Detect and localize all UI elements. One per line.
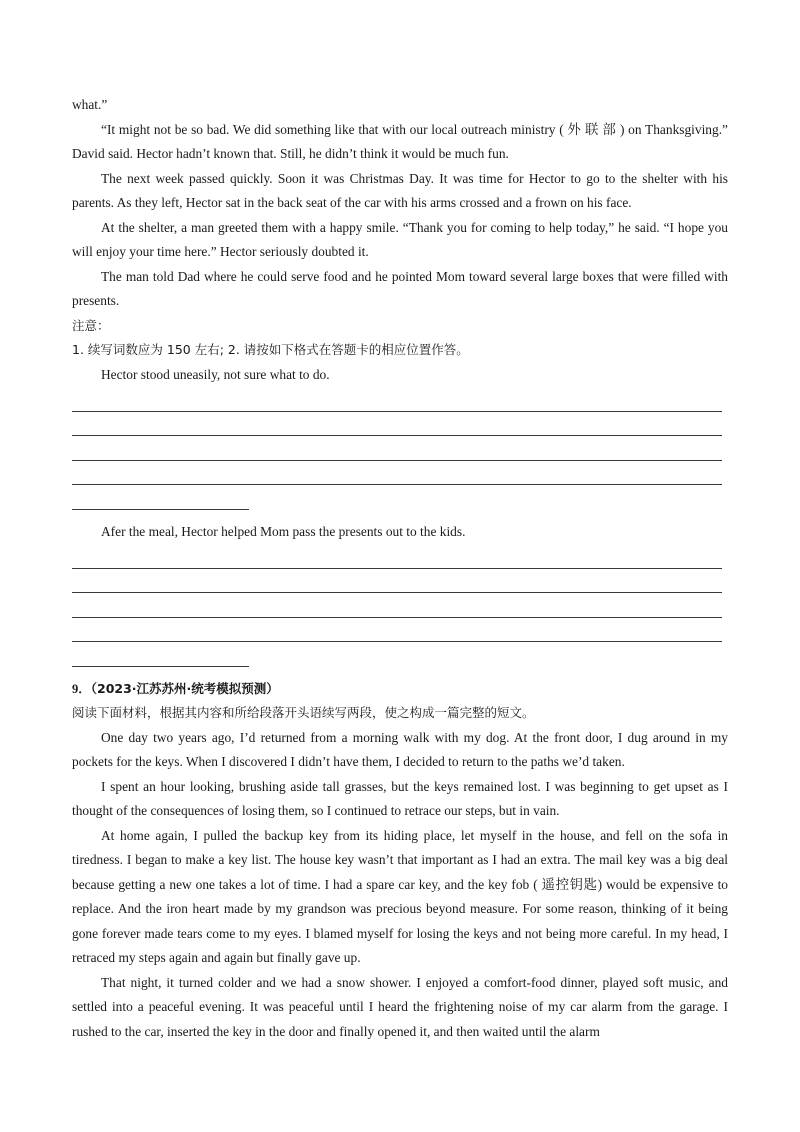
paragraph-mom-presents: The man told Dad where he could serve food and he pointed Mom toward several large boxes that were filled with presents. bbox=[72, 268, 728, 308]
paragraph-car-alarm: That night, it turned colder and we had a snow shower. I enjoyed a comfort-food dinner, played soft music, and settled into a peaceful evening. It was peaceful until I heard the frightening noise of my car alarm from the garage. I rushed to the car, inserted the key in the door and finally opened it, and then waited until the alarm bbox=[72, 974, 728, 1039]
answer-line-short bbox=[72, 485, 249, 510]
question-number: 9． bbox=[72, 681, 91, 696]
answer-lines-1 bbox=[72, 387, 728, 510]
answer-line bbox=[72, 618, 722, 643]
prompt-paragraph-2: Afer the meal, Hector helped Mom pass the presents out to the kids. bbox=[101, 523, 466, 539]
answer-line bbox=[72, 593, 722, 618]
answer-line bbox=[72, 387, 722, 412]
notes-item: 1. 续写词数应为 150 左右; 2. 请按如下格式在答题卡的相应位置作答。 bbox=[72, 342, 469, 357]
answer-line bbox=[72, 569, 722, 594]
paragraph-christmas-day: The next week passed quickly. Soon it was Christmas Day. It was time for Hector to go to the shelter with his parents. As they left, Hector sat in the back seat of the car with his arms crossed and a frown on his face. bbox=[72, 170, 728, 210]
answer-line bbox=[72, 461, 722, 486]
answer-lines-2 bbox=[72, 544, 728, 667]
document-page bbox=[72, 93, 728, 1044]
question-9-heading bbox=[72, 677, 728, 702]
paragraph-david-said: “It might not be so bad. We did something like that with our local outreach ministry ( 外 联 部 ) on Thanksgiving.” David said. Hector hadn’t known that. Still, he didn’t think it would be much fun. bbox=[72, 121, 728, 161]
answer-line-short bbox=[72, 642, 249, 667]
paragraph-continuation: what.” bbox=[72, 97, 108, 112]
answer-line bbox=[72, 412, 722, 437]
answer-line bbox=[72, 436, 722, 461]
paragraph-morning-walk: One day two years ago, I’d returned from a morning walk with my dog. At the front door, I dug around in my pockets for the keys. When I discovered I didn’t have them, I decided to return to the paths we’d taken. bbox=[72, 729, 728, 769]
paragraph-shelter-greeting: At the shelter, a man greeted them with a happy smile. “Thank you for coming to help today,” he said. “I hope you will enjoy your time here.” Hector seriously doubted it. bbox=[72, 219, 728, 259]
notes-label: 注意： bbox=[72, 317, 110, 333]
prompt-paragraph-1: Hector stood uneasily, not sure what to do. bbox=[101, 366, 330, 382]
paragraph-key-list: At home again, I pulled the backup key from its hiding place, let myself in the house, and fell on the sofa in tiredness. I began to make a key list. The house key wasn’t that important as I had an extra. The mail key was a big deal because getting a new one takes a lot of time. I had a spare car key, and the key fob ( 遥控钥匙) would be expensive to replace. And the iron heart made by my grandson was precious beyond measure. For some reason, thinking of it being gone forever made tears come to my eyes. I blamed myself for losing the keys and not being more careful. In my head, I retraced my steps again and again but finally gave up. bbox=[72, 827, 728, 965]
question-source: （2023·江苏苏州·统考模拟预测） bbox=[90, 680, 279, 696]
answer-line bbox=[72, 544, 722, 569]
paragraph-keys-lost: I spent an hour looking, brushing aside tall grasses, but the keys remained lost. I was beginning to get upset as I thought of the consequences of losing them, so I continued to retrace our steps, but in vain. bbox=[72, 778, 728, 818]
question-9-instruction: 阅读下面材料，根据其内容和所给段落开头语续写两段，使之构成一篇完整的短文。 bbox=[72, 705, 535, 720]
